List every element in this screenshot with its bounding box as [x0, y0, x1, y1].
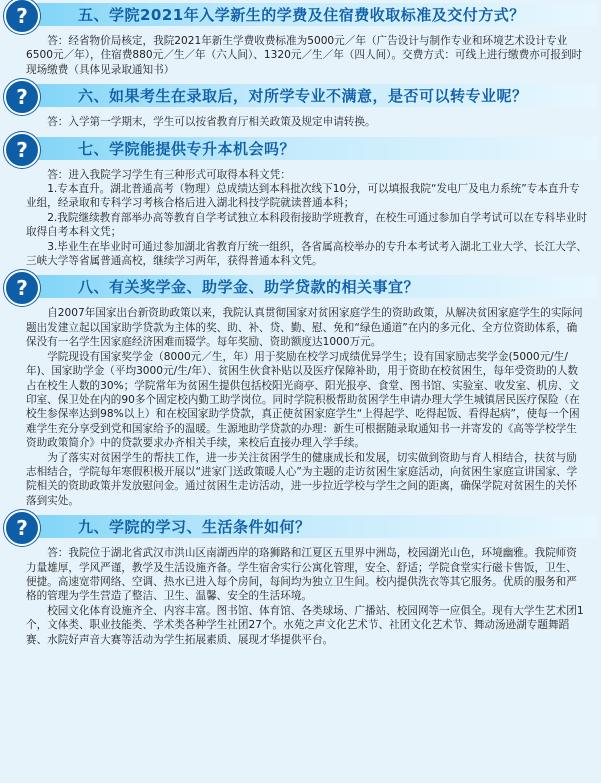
faq-section-transfer-major: [0, 81, 601, 133]
section-title: 九、学院的学习、生活条件如何？: [78, 518, 311, 537]
section-title: 五、学院2021年入学新生的学费及住宿费收取标准及交付方式？: [78, 6, 525, 24]
question-icon: ?: [4, 270, 40, 306]
question-icon: ?: [4, 0, 40, 34]
question-icon: ?: [4, 132, 40, 168]
section-body: [0, 540, 601, 651]
question-icon: ?: [4, 510, 40, 546]
paragraph: 学院现设有国家奖学金（8000元／生，年）用于奖励在校学习成绩优异学生；设有国家励志奖学金(5000元/生/年)、国家助学金（平均3000元/生/年）、贫困生伙食补贴以及医疗保障补助，用于资助在校贫困生，每年受资助的人数占在校生人数的30%；学院常年为贫困生提供包括校阳光商亭、阳光报亭、食堂、图书馆、实验室、收发室、机房、文印室、保卫处在内的90多个固定校内勤工助学岗位。同时学院积极帮助贫困学生申请办理大学生城镇居民医疗保险（在校生参保率达到98%以上）和在校国家助学贷款，真正使贫困家庭学生“上得起学、吃得起饭、看得起病”，使每一个困难学生充分享受到党和国家给予的温暖。生源地助学贷款的办理：新生可根据随录取通知书一并寄发的《高等学校学生资助政策简介》中的贷款要求办齐相关手续，来校后直接办理入学手续。: [26, 350, 580, 450]
section-header: [18, 272, 597, 300]
paragraph: 2.我院继续教育部举办高等教育自学考试独立本科段衔接助学班教育，在校生可通过参加自学考试可以在专科毕业时取得自考本科文凭；: [26, 211, 587, 239]
paragraph: 自2007年国家出台新资助政策以来，我院认真贯彻国家对贫困家庭学生的资助政策，从解决贫困家庭学生的实际问题出发建立起以国家助学贷款为主体的奖、助、补、贷、勤、慰、免和“绿色通道”在内的多元化、全方位资助体系，确保没有一名学生因家庭经济困难而辍学。每年奖励、资助额度达1000万元。: [26, 307, 583, 349]
section-header: [18, 512, 597, 540]
section-header: [18, 81, 597, 109]
paragraph: 答：进入我院学习学生有三种形式可取得本科文凭：: [47, 168, 291, 181]
faq-section-financial-aid: [0, 272, 601, 512]
question-icon: ?: [4, 79, 40, 115]
paragraph: 为了落实对贫困学生的帮扶工作，进一步关注贫困学生的健康成长和发展，切实做到资助与育人相结合，扶贫与励志相结合，学院每年寒假积极开展以“进家门送政策暖人心”为主题的走访贫困生家庭活动，向贫困生家庭宣讲国家、学院相关的资助政策并发放慰问金。通过贫困生走访活动，进一步拉近学校与学生之间的距离，确保学院对贫困生的关怀落到实处。: [26, 451, 578, 507]
faq-section-tuition: [0, 0, 601, 81]
section-body: [0, 162, 601, 273]
section-body: [0, 28, 601, 81]
section-title: 六、如果考生在录取后，对所学专业不满意，是否可以转专业呢？: [78, 87, 528, 106]
faq-section-upgrade: [0, 134, 601, 273]
paragraph: 答：经省物价局核定，我院2021年新生学费收费标准为5000元／年（广告设计与制作专业和环境艺术设计专业6500元／年），住宿费880元／生／年（六人间）、1320元／生／年（四人间）。交费方式：可线上进行缴费亦可报到时现场缴费（具体见录取通知书）: [26, 35, 583, 76]
paragraph: 答：我院位于湖北省武汉市洪山区南湖西岸的珞狮路和江夏区五里界中洲岛，校园湖光山色，环境幽雅。我院师资力量雄厚，学风严谨，教学及生活设施齐备。学生宿舍实行公寓化管理，安全、舒适；学院食堂实行磁卡售饭，卫生、便捷。高速宽带网络、空调、热水已进入每个房间，每间均为独立卫生间。校内提供洗衣等其它服务。优质的服务和严格的管理为学生营造了整洁、卫生、温馨、安全的生活环境。: [26, 547, 577, 603]
section-header: [18, 0, 597, 28]
section-body: [0, 109, 601, 133]
section-title: 七、学院能提供专升本机会吗？: [78, 139, 296, 158]
paragraph: 答：入学第一学期末，学生可以按省教育厅相关政策及规定申请转换。: [47, 116, 376, 129]
paragraph: 1.专本直升。湖北普通高考（物理）总成绩达到本科批次线下10分，可以填报我院“发电厂及电力系统”专本直升专业组，经录取和专科学习考核合格后进入湖北科技学院就读普通本科；: [26, 183, 580, 210]
section-body: [0, 300, 601, 512]
section-title: 八、有关奖学金、助学金、助学贷款的相关事宜？: [78, 278, 420, 297]
paragraph: 校园文化体育设施齐全、内容丰富。图书馆、体育馆、各类球场、广播站、校园网等一应俱全。现有大学生艺术团1个，文体类、职业技能类、学术类各种学生社团27个。水苑之声文化艺术节、社团文化艺术节、舞动汤逊湖专题舞蹈赛、水院好声音大赛等活动为学生拓展素质、展现才华提供平台。: [26, 604, 584, 646]
section-header: [18, 134, 597, 162]
paragraph: 3.毕业生在毕业时可通过参加湖北省教育厅统一组织，各省属高校举办的专升本考试考入湖北工业大学、长江大学、三峡大学等省属普通高校，继续学习两年，获得普通本科文凭。: [26, 240, 587, 268]
faq-section-campus-life: [0, 512, 601, 651]
